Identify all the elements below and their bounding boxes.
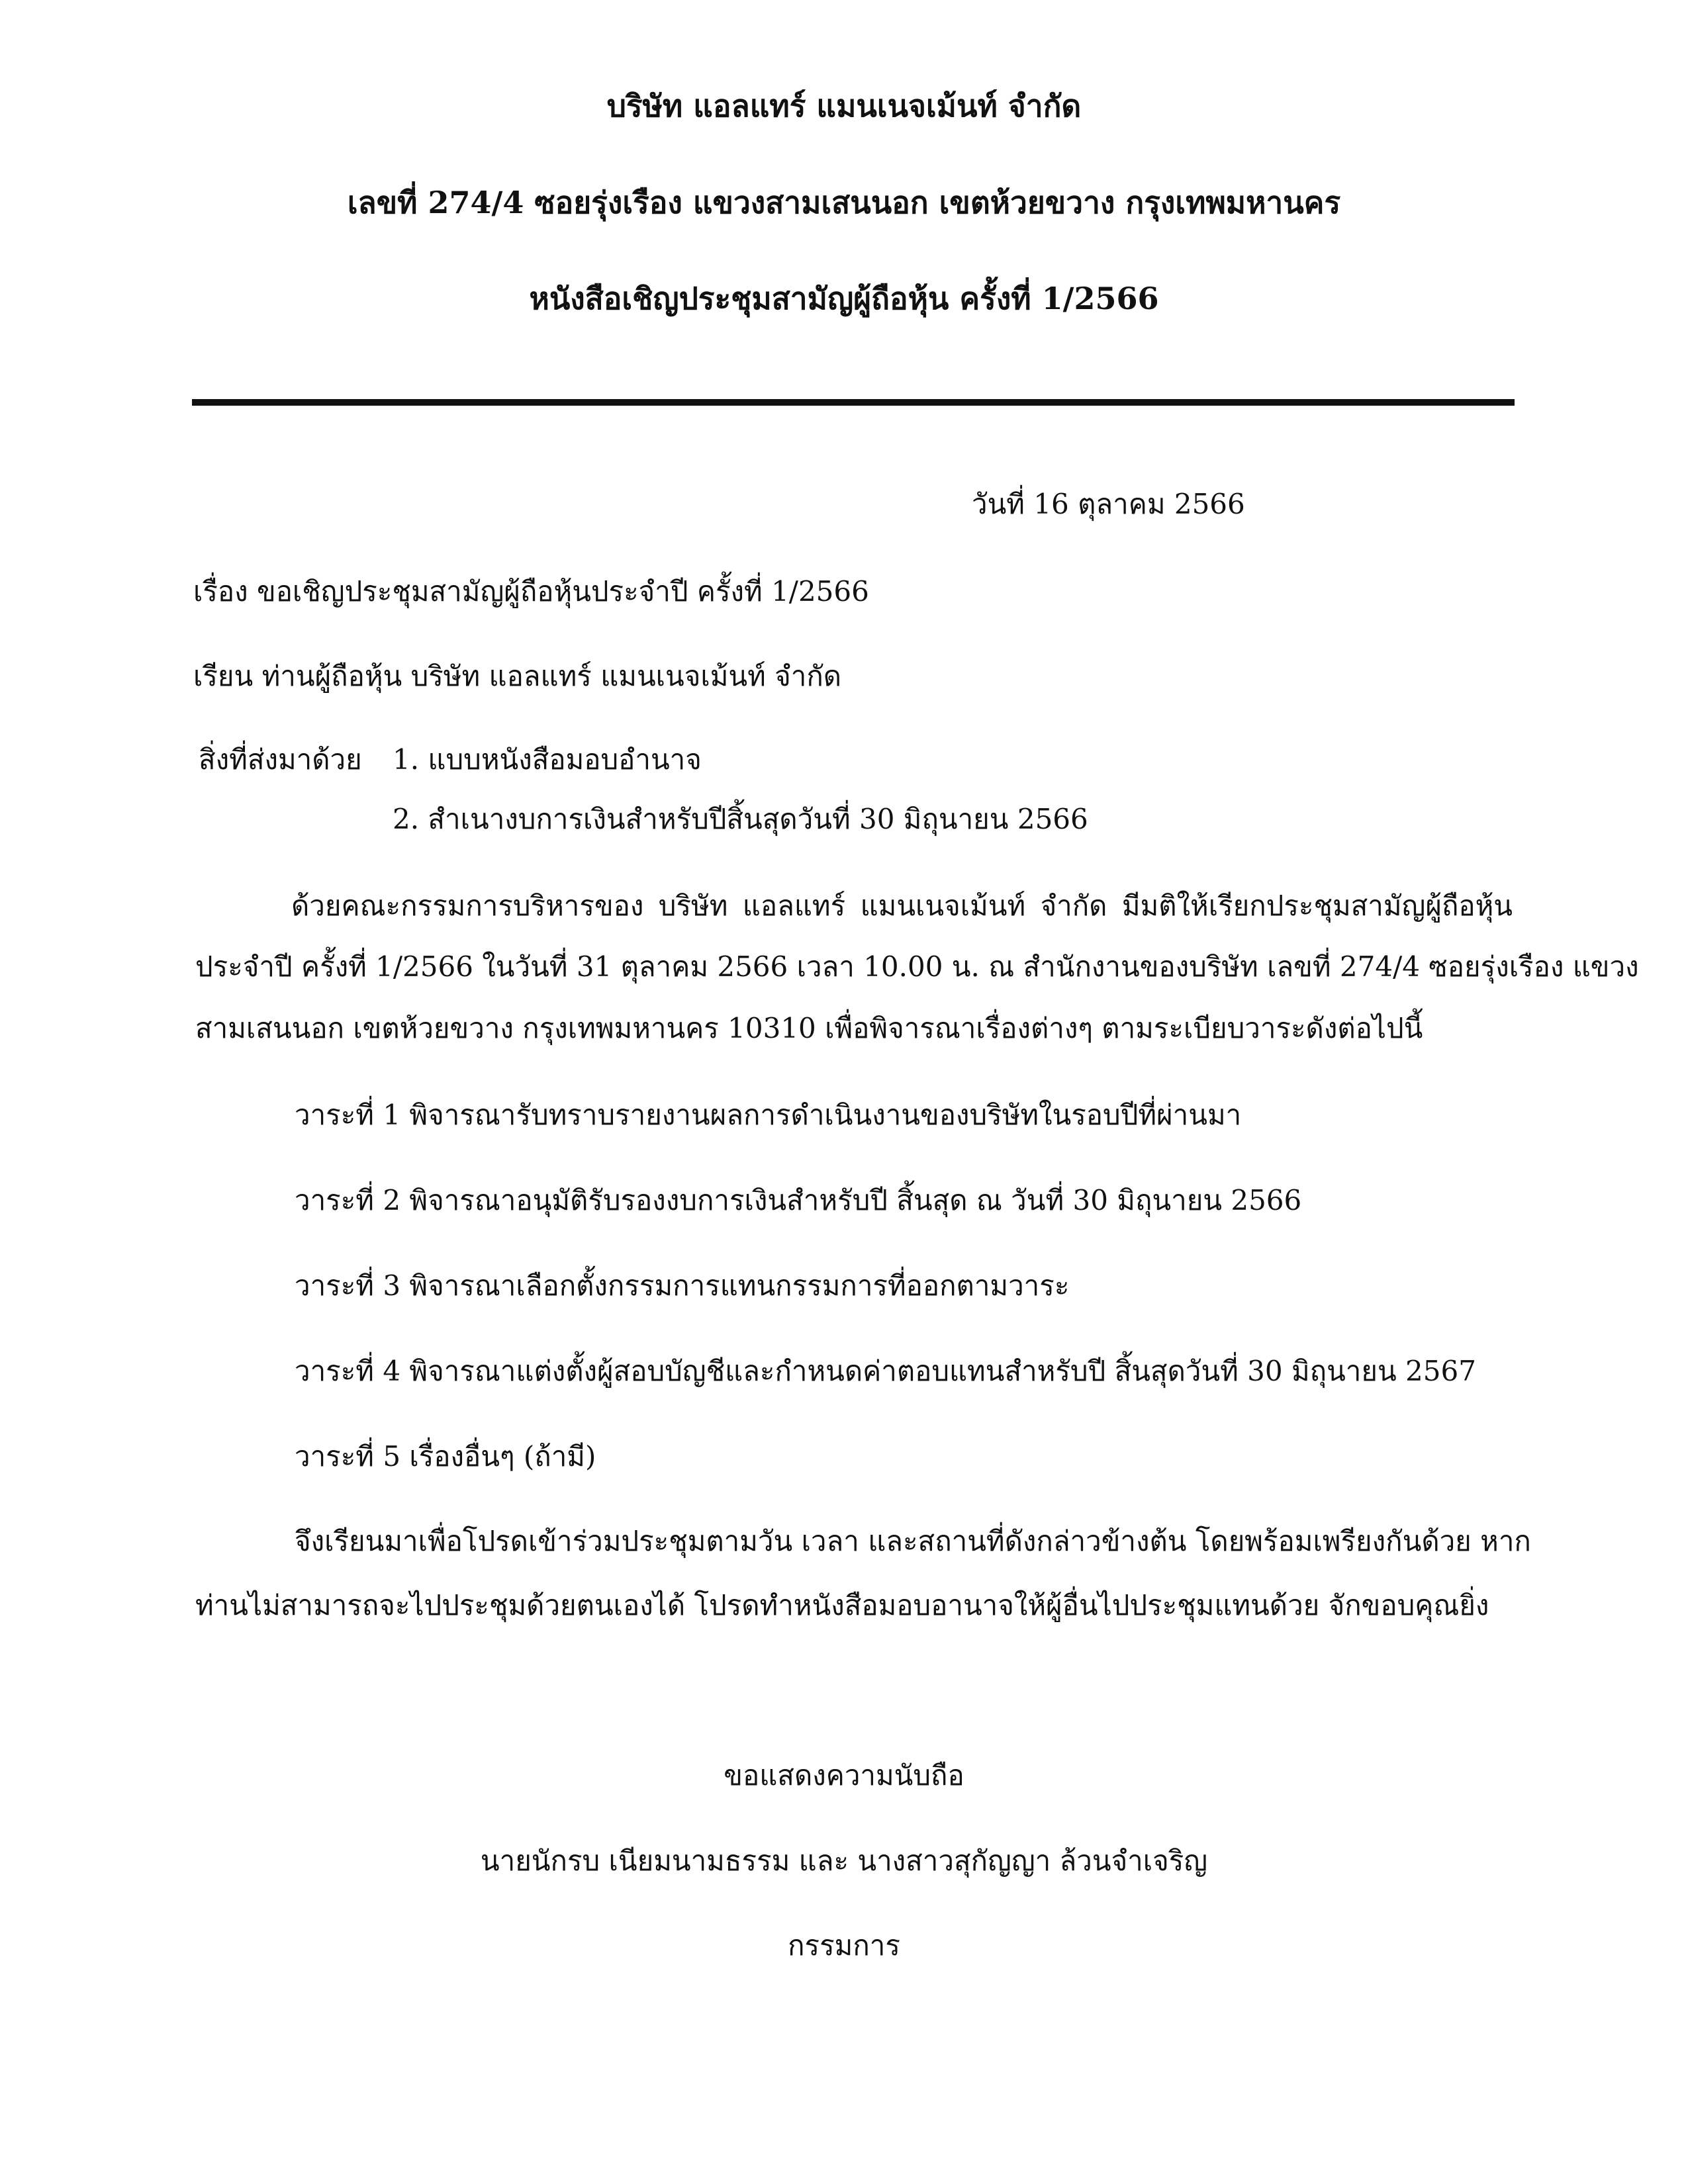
closing-paragraph-line: ท่านไม่สามารถจะไปประชุมด้วยตนเองได้ โปรดทำหนังสือมอบอานาจให้ผู้อื่นไปประชุมแทนด้วย จักขอบคุณยิ่ง <box>195 1589 1489 1621</box>
agenda-item: วาระที่ 5 เรื่องอื่นๆ (ถ้ามี) <box>295 1440 596 1473</box>
closing-paragraph-line: จึงเรียนมาเพื่อโปรดเข้าร่วมประชุมตามวัน เวลา และสถานที่ดังกล่าวข้างต้น โดยพร้อมเพรียงกันด้วย หาก <box>295 1525 1531 1557</box>
agenda-item: วาระที่ 3 พิจารณาเลือกตั้งกรรมการแทนกรรมการที่ออกตามวาระ <box>295 1269 1070 1302</box>
agenda-item: วาระที่ 1 พิจารณารับทราบรายงานผลการดำเนินงานของบริษัทในรอบปีที่ผ่านมา <box>295 1099 1242 1131</box>
letter-date: วันที่ 16 ตุลาคม 2566 <box>972 488 1245 520</box>
closing-regards: ขอแสดงความนับถือ <box>724 1759 964 1792</box>
enclosure-item: 2. สำเนางบการเงินสำหรับปีสิ้นสุดวันที่ 30 มิถุนายน 2566 <box>393 803 1088 835</box>
company-address: เลขที่ 274/4 ซอยรุ่งเรือง แขวงสามเสนนอก เขตห้วยขวาง กรุงเทพมหานคร <box>347 185 1341 220</box>
subject-line: เรื่อง ขอเชิญประชุมสามัญผู้ถือหุ้นประจำปี ครั้งที่ 1/2566 <box>193 575 869 608</box>
recipient-line: เรียน ท่านผู้ถือหุ้น บริษัท แอลแทร์ แมนเนจเม้นท์ จำกัด <box>193 660 842 692</box>
intro-paragraph-line: สามเสนนอก เขตห้วยขวาง กรุงเทพมหานคร 10310 เพื่อพิจารณาเรื่องต่างๆ ตามระเบียบวาระดังต่อไปนี้ <box>195 1012 1423 1044</box>
document-title: หนังสือเชิญประชุมสามัญผู้ถือหุ้น ครั้งที่ 1/2566 <box>529 281 1159 316</box>
header-divider <box>192 399 1515 406</box>
signatory-names: นายนักรบ เนียมนามธรรม และ นางสาวสุกัญญา ล้วนจำเจริญ <box>480 1844 1208 1877</box>
signatory-position: กรรมการ <box>788 1929 900 1962</box>
enclosure-item: 1. แบบหนังสือมอบอำนาจ <box>393 743 702 776</box>
company-name: บริษัท แอลแทร์ แมนเนจเม้นท์ จำกัด <box>606 88 1082 124</box>
agenda-item: วาระที่ 4 พิจารณาแต่งตั้งผู้สอบบัญชีและกำหนดค่าตอบแทนสำหรับปี สิ้นสุดวันที่ 30 มิถุนายน 2567 <box>295 1355 1476 1387</box>
intro-paragraph-line: ด้วยคณะกรรมการบริหารของ บริษัท แอลแทร์ แมนเนจเม้นท์ จำกัด มีมติให้เรียกประชุมสามัญผู้ถือหุ้น <box>291 889 1513 922</box>
agenda-item: วาระที่ 2 พิจารณาอนุมัติรับรองงบการเงินสำหรับปี สิ้นสุด ณ วันที่ 30 มิถุนายน 2566 <box>295 1184 1302 1216</box>
enclosures-label: สิ่งที่ส่งมาด้วย <box>199 743 362 776</box>
intro-paragraph-line: ประจำปี ครั้งที่ 1/2566 ในวันที่ 31 ตุลาคม 2566 เวลา 10.00 น. ณ สำนักงานของบริษัท เลขที่ 274/4 ซอยรุ่งเรือง แขวง <box>195 950 1639 983</box>
